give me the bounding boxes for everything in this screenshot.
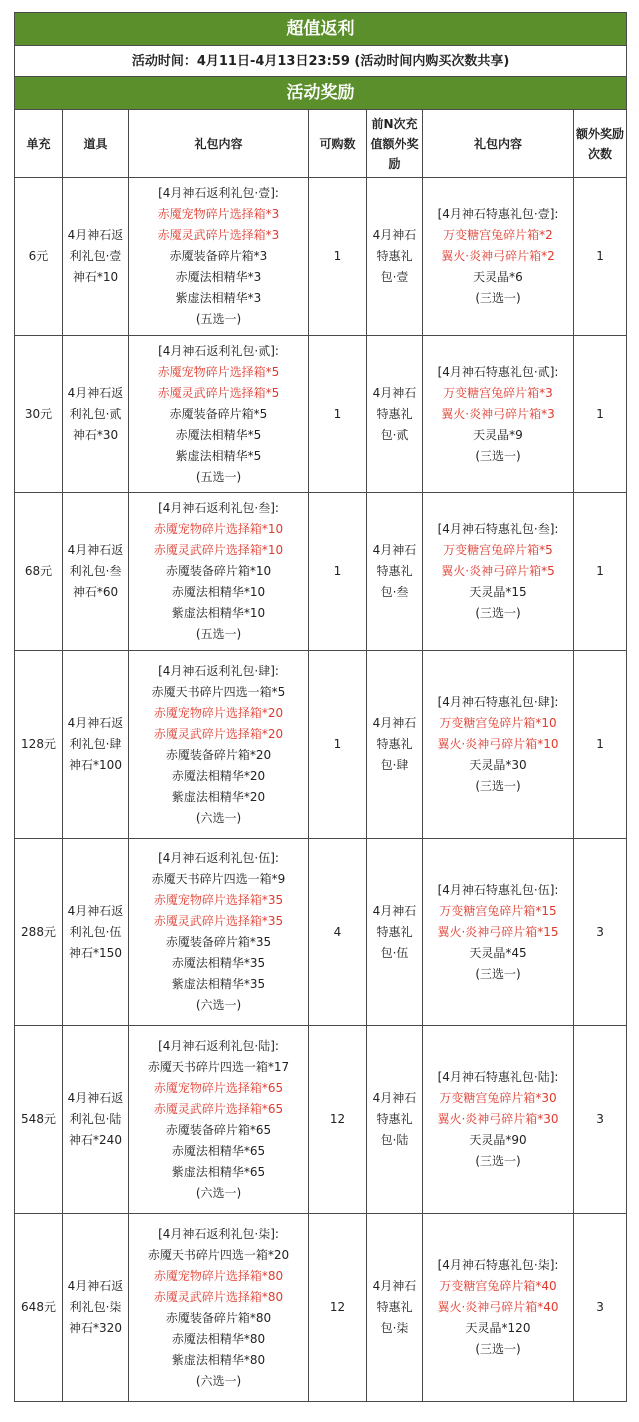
bonus-content-cell (423, 1214, 574, 1402)
content-line: 天灵晶*15 (469, 585, 527, 599)
bonus-content-cell (423, 1026, 574, 1214)
content-line: 赤魇装备碎片箱*10 (165, 564, 272, 578)
content-line: [4月神石特惠礼包·伍]: (437, 882, 559, 897)
header-row (15, 110, 627, 178)
content-line: 赤魇装备碎片箱*3 (169, 249, 268, 263)
content-line: (六选一) (195, 810, 242, 825)
content-line: 赤魇法相精华*35 (171, 956, 266, 970)
content-line: 赤魇宠物碎片选择箱*3 (157, 207, 280, 221)
pack-content-cell (129, 1214, 309, 1402)
table-row (15, 1214, 627, 1402)
content-line: [4月神石特惠礼包·叁]: (437, 522, 559, 536)
content-line: (三选一) (475, 1342, 521, 1356)
content-line: 赤魇灵武碎片选择箱*65 (153, 1101, 284, 1116)
pack-content-cell (129, 336, 309, 493)
content-line: 翼火·炎神弓碎片箱*40 (437, 1300, 559, 1314)
item-cell: 4月神石返利礼包·伍 神石*150 (63, 839, 129, 1026)
item-cell: 4月神石返利礼包·陆 神石*240 (63, 1026, 129, 1214)
content-line: 赤魇灵武碎片选择箱*3 (157, 228, 280, 242)
content-line: 万变糖宫兔碎片箱*10 (439, 716, 557, 730)
header-item: 道具 (63, 110, 129, 178)
content-line: [4月神石返利礼包·贰]: (158, 343, 279, 358)
content-line: 紫虚法相精华*10 (171, 606, 266, 620)
bonus-item-cell: 4月神石特惠礼包·壹 (367, 178, 423, 336)
table-row (15, 336, 627, 493)
content-line: 赤魇法相精华*80 (171, 1331, 266, 1346)
content-line: 赤魇法相精华*65 (171, 1143, 266, 1158)
count-cell: 12 (309, 1026, 367, 1214)
count-cell: 1 (309, 336, 367, 493)
bonus-item-cell: 4月神石特惠礼包·贰 (367, 336, 423, 493)
content-line: 翼火·炎神弓碎片箱*2 (441, 249, 555, 263)
content-line: 万变糖宫兔碎片箱*40 (439, 1279, 557, 1293)
content-line: 赤魇天书碎片四选一箱*9 (151, 872, 286, 886)
content-line: [4月神石返利礼包·陆]: (158, 1038, 279, 1053)
bonus-times-cell: 3 (574, 1026, 627, 1214)
content-line: 翼火·炎神弓碎片箱*30 (437, 1112, 559, 1126)
bonus-content-cell (423, 839, 574, 1026)
bonus-times-cell: 3 (574, 839, 627, 1026)
count-cell: 1 (309, 493, 367, 651)
bonus-item-cell: 4月神石特惠礼包·肆 (367, 651, 423, 839)
content-line: 赤魇灵武碎片选择箱*35 (153, 914, 284, 928)
content-line: (三选一) (475, 291, 521, 305)
header-pack-content: 礼包内容 (129, 110, 309, 178)
section-title: 活动奖励 (15, 77, 627, 110)
count-cell: 4 (309, 839, 367, 1026)
item-cell: 4月神石返利礼包·柒 神石*320 (63, 1214, 129, 1402)
content-line: 天灵晶*9 (473, 427, 523, 442)
content-line: (三选一) (475, 448, 521, 463)
bonus-times-cell: 3 (574, 1214, 627, 1402)
table-row (15, 178, 627, 336)
content-line: 赤魇宠物碎片选择箱*5 (157, 364, 280, 379)
content-line: 赤魇法相精华*20 (171, 768, 266, 783)
bonus-content-cell (423, 178, 574, 336)
price-cell: 30元 (15, 336, 63, 493)
content-line: 赤魇天书碎片四选一箱*17 (147, 1059, 290, 1074)
content-line: 万变糖宫兔碎片箱*15 (439, 903, 557, 918)
bonus-item-cell: 4月神石特惠礼包·叁 (367, 493, 423, 651)
content-line: 天灵晶*6 (473, 270, 523, 284)
count-cell: 1 (309, 651, 367, 839)
content-line: 赤魇宠物碎片选择箱*20 (153, 705, 284, 720)
header-price: 单充 (15, 110, 63, 178)
header-bonus-content: 礼包内容 (423, 110, 574, 178)
activity-time: 活动时间：4月11日-4月13日23:59 (活动时间内购买次数共享) (15, 46, 627, 77)
content-line: 紫虚法相精华*20 (171, 789, 266, 804)
content-line: 赤魇天书碎片四选一箱*20 (147, 1247, 290, 1262)
table-row (15, 1026, 627, 1214)
content-line: [4月神石特惠礼包·贰]: (437, 364, 559, 379)
item-cell: 4月神石返利礼包·贰 神石*30 (63, 336, 129, 493)
bonus-times-cell: 1 (574, 178, 627, 336)
content-line: 翼火·炎神弓碎片箱*15 (437, 924, 559, 939)
header-bonus: 前N次充值额外奖励 (367, 110, 423, 178)
content-line: 赤魇宠物碎片选择箱*35 (153, 893, 284, 907)
content-line: (三选一) (475, 1154, 521, 1168)
content-line: (五选一) (195, 312, 242, 326)
content-line: (三选一) (475, 966, 521, 981)
price-cell: 6元 (15, 178, 63, 336)
content-line: 紫虚法相精华*65 (171, 1164, 266, 1179)
content-line: 赤魇法相精华*3 (175, 270, 262, 284)
pack-content-cell (129, 839, 309, 1026)
content-line: [4月神石特惠礼包·壹]: (437, 207, 559, 221)
content-line: 紫虚法相精华*80 (171, 1352, 266, 1367)
content-line: 赤魇宠物碎片选择箱*80 (153, 1268, 284, 1283)
bonus-content-cell (423, 493, 574, 651)
content-line: 翼火·炎神弓碎片箱*3 (441, 406, 555, 421)
bonus-times-cell: 1 (574, 336, 627, 493)
pack-content-cell (129, 178, 309, 336)
header-count: 可购数 (309, 110, 367, 178)
content-line: [4月神石返利礼包·伍]: (158, 851, 279, 865)
content-line: 天灵晶*45 (469, 945, 527, 960)
content-line: [4月神石返利礼包·柒]: (158, 1226, 279, 1241)
content-line: [4月神石特惠礼包·柒]: (437, 1258, 559, 1272)
content-line: 万变糖宫兔碎片箱*30 (439, 1091, 557, 1105)
item-cell: 4月神石返利礼包·壹 神石*10 (63, 178, 129, 336)
rebate-table-container (14, 12, 626, 1402)
table-row (15, 651, 627, 839)
rebate-table (14, 12, 627, 1402)
content-line: 紫虚法相精华*3 (175, 291, 262, 305)
page-title: 超值返利 (15, 13, 627, 46)
content-line: (三选一) (475, 606, 521, 620)
content-line: 赤魇宠物碎片选择箱*65 (153, 1080, 284, 1095)
content-line: (六选一) (195, 1185, 242, 1200)
price-cell: 68元 (15, 493, 63, 651)
bonus-item-cell: 4月神石特惠礼包·柒 (367, 1214, 423, 1402)
content-line: 天灵晶*30 (469, 758, 527, 772)
pack-content-cell (129, 1026, 309, 1214)
bonus-times-cell: 1 (574, 651, 627, 839)
content-line: 赤魇法相精华*5 (175, 427, 262, 442)
content-line: 万变糖宫兔碎片箱*2 (443, 228, 553, 242)
content-line: 赤魇宠物碎片选择箱*10 (153, 522, 284, 536)
content-line: (六选一) (195, 998, 242, 1012)
bonus-item-cell: 4月神石特惠礼包·伍 (367, 839, 423, 1026)
content-line: 赤魇法相精华*10 (171, 585, 266, 599)
content-line: 万变糖宫兔碎片箱*5 (443, 543, 553, 557)
pack-content-cell (129, 493, 309, 651)
content-line: [4月神石返利礼包·壹]: (158, 186, 279, 200)
content-line: 天灵晶*120 (465, 1321, 531, 1335)
price-cell: 648元 (15, 1214, 63, 1402)
content-line: [4月神石返利礼包·叁]: (158, 501, 279, 515)
content-line: 赤魇装备碎片箱*20 (165, 747, 272, 762)
content-line: 赤魇灵武碎片选择箱*20 (153, 726, 284, 741)
content-line: 万变糖宫兔碎片箱*3 (443, 385, 553, 400)
content-line: (五选一) (195, 469, 242, 484)
table-row (15, 839, 627, 1026)
content-line: 赤魇灵武碎片选择箱*10 (153, 543, 284, 557)
content-line: 紫虚法相精华*5 (175, 448, 262, 463)
content-line: (六选一) (195, 1373, 242, 1388)
content-line: (三选一) (475, 779, 521, 793)
content-line: 赤魇装备碎片箱*35 (165, 935, 272, 949)
content-line: 赤魇灵武碎片选择箱*80 (153, 1289, 284, 1304)
content-line: 赤魇天书碎片四选一箱*5 (151, 684, 286, 699)
price-cell: 288元 (15, 839, 63, 1026)
table-row (15, 493, 627, 651)
content-line: 翼火·炎神弓碎片箱*10 (437, 737, 559, 751)
content-line: 赤魇装备碎片箱*80 (165, 1310, 272, 1325)
content-line: 紫虚法相精华*35 (171, 977, 266, 991)
pack-content-cell (129, 651, 309, 839)
content-line: 赤魇装备碎片箱*5 (169, 406, 268, 421)
price-cell: 548元 (15, 1026, 63, 1214)
content-line: [4月神石特惠礼包·肆]: (437, 695, 559, 709)
price-cell: 128元 (15, 651, 63, 839)
content-line: [4月神石特惠礼包·陆]: (437, 1070, 559, 1084)
bonus-times-cell: 1 (574, 493, 627, 651)
content-line: 赤魇装备碎片箱*65 (165, 1122, 272, 1137)
bonus-content-cell (423, 336, 574, 493)
content-line: 天灵晶*90 (469, 1133, 527, 1147)
count-cell: 12 (309, 1214, 367, 1402)
header-bonus-times: 额外奖励次数 (574, 110, 627, 178)
content-line: (五选一) (195, 627, 242, 641)
content-line: 翼火·炎神弓碎片箱*5 (441, 564, 555, 578)
count-cell: 1 (309, 178, 367, 336)
bonus-item-cell: 4月神石特惠礼包·陆 (367, 1026, 423, 1214)
content-line: [4月神石返利礼包·肆]: (158, 663, 279, 678)
content-line: 赤魇灵武碎片选择箱*5 (157, 385, 280, 400)
bonus-content-cell (423, 651, 574, 839)
item-cell: 4月神石返利礼包·叁 神石*60 (63, 493, 129, 651)
item-cell: 4月神石返利礼包·肆 神石*100 (63, 651, 129, 839)
